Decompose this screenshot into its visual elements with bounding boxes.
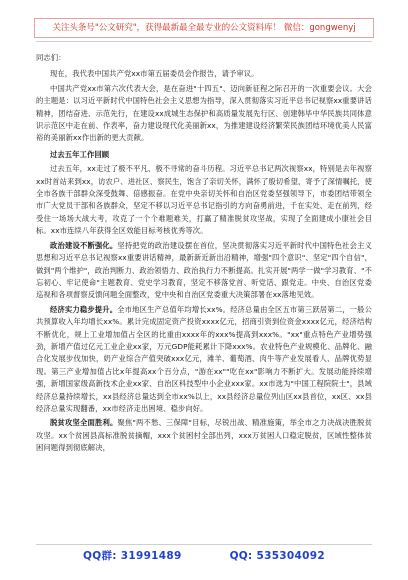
salutation: 同志们： xyxy=(36,53,66,62)
header-divider xyxy=(36,41,372,42)
footer-contacts xyxy=(0,548,408,564)
text-poverty-alleviation: 聚焦"两不愁、三保障"目标，尽锐出战、精准施策，举全市之力决战决胜脱贫攻坚。xx个贫困县高标准脱贫摘帽，xxx个贫困村全部出列，xxx万贫困人口稳定脱贫，区域性整体贫困问题得到彻底解决， xyxy=(36,418,372,453)
paragraph-poverty-alleviation xyxy=(36,417,372,454)
paragraph-opening: 现在，我代表中国共产党xx市第五届委员会作报告，请予审议。 xyxy=(50,69,259,79)
paragraph-congress-theme: 中国共产党xx市第六次代表大会，是在奋进"十四五"、迈向新征程之际召开的一次重要会议。大会的主题是：以习近平新时代中国特色社会主义思想为指导，深入贯彻落实习近平总书记视察xx重要讲话精神，团结奋进、示范先行，在建设xx成城生态保护和高质量发展先行区、创建韩毕中华民族共同体意识示范区中走在前、作表率，奋力建设现代化美丽新xx，为推建建设经济繁荣民族团结环境优美人民富裕的美丽新xx作出新的更大贡献。 xyxy=(36,83,372,143)
footer-divider xyxy=(36,544,372,545)
lead-economic-strength: 经济实力稳步提升。 xyxy=(50,304,118,314)
paragraph-political-building xyxy=(36,240,372,302)
footer-qq-group: QQ群: 31991489 xyxy=(83,550,182,562)
header-banner: 关注头条号"公文研究"，获得最新最全最专业的公文资料库！ 微信：gongwenyj xyxy=(34,18,374,38)
lead-political-building: 政治建设不断强化。 xyxy=(50,240,118,250)
text-economic-strength: 全市地区生产总值年均增长xx%。经济总量由全区五市第三跃居第二，一般公共预算收入年均增长xx%。累计完成固定资产投资xxxx亿元，招商引资到位资金xxxx亿元，经济结构不断优化，规上工业增加值占全区的比重由xxxx年的xxx%提高到xxx%。"xx"重点特色产业增势强劲，新增产值过亿元工业企业xx家，万元GDP能耗累计下降xxx%。农业特色产业规模化、品牌化、融合化发展步伐加快，奶产业综合产值突破xxx亿元，滩羊、葡萄酒、肉牛等产业发展看人、品牌优势显现。第三产业增加值占比x年提高xx个百分点，"游在xx""吃在xx"影响力不断扩大。发展动能持续增强，新增国家级高新技术企业xx家、自治区科技型中小企业xxx家。xx市选为"中国工程院院士"，县域经济总量持续增长，xx县经济总量达到全市xx%以上，xx县经济总量位列山区xx县首位，xx区、xx县经济总量实现翻番，xx市经济走出困境、稳步向好。 xyxy=(36,304,372,413)
paragraph-economic-strength xyxy=(36,304,372,416)
lead-poverty-alleviation: 脱贫攻坚全面胜利。 xyxy=(50,418,118,428)
document-body xyxy=(36,46,372,457)
footer-qq-number: QQ: 535304092 xyxy=(229,550,325,562)
text-political-building: 坚持把党的政治建设摆在首位，坚决贯彻落实习近平新时代中国特色社会主义思想和习近平总书记视察xx重要讲话精神，最新新近新出沿精神，增强"四个意识"、坚定"四个自信"，做到"两个维护"，政治判断力、政治领悟力、政治执行力不断提高。扎实开展"两学一做"学习教育、"不忘初心、牢记使命"主题教育、党史学习教育，坚定不移落党首、听党话、跟党走。中央、自治区党委巡视和各项督察反馈问题全面整改，党中央和自治区党委重大决策部署在xx落地见效。 xyxy=(36,240,372,300)
paragraph-five-years: 过去五年，xx走过了极不平凡、极不寻常的奋斗历程。习近平总书记两次视察xx，特别是去年视察xx时首站来到xx，访农户、进社区、察民生，饱含了亲切关怀，满怀了殷切希望，寄予了深情嘱托，使全市各族干部群众深受鼓舞、倍感振奋。在党中央亲切关怀和自治区党委坚强领导下，市委团结带领全市广大党员干部和各族群众，坚定不移以习近平总书记指引的方向奋勇前进，千在实处、走在前列，经受住一场场大战大考，攻克了一个个难题难关，打赢了精准脱贫攻坚战，实现了全面建成小康社会目标。xx市连续八年获得全区效能目标考核优秀等次。 xyxy=(36,164,372,236)
section-heading-review: 过去五年工作回顾 xyxy=(50,149,110,159)
